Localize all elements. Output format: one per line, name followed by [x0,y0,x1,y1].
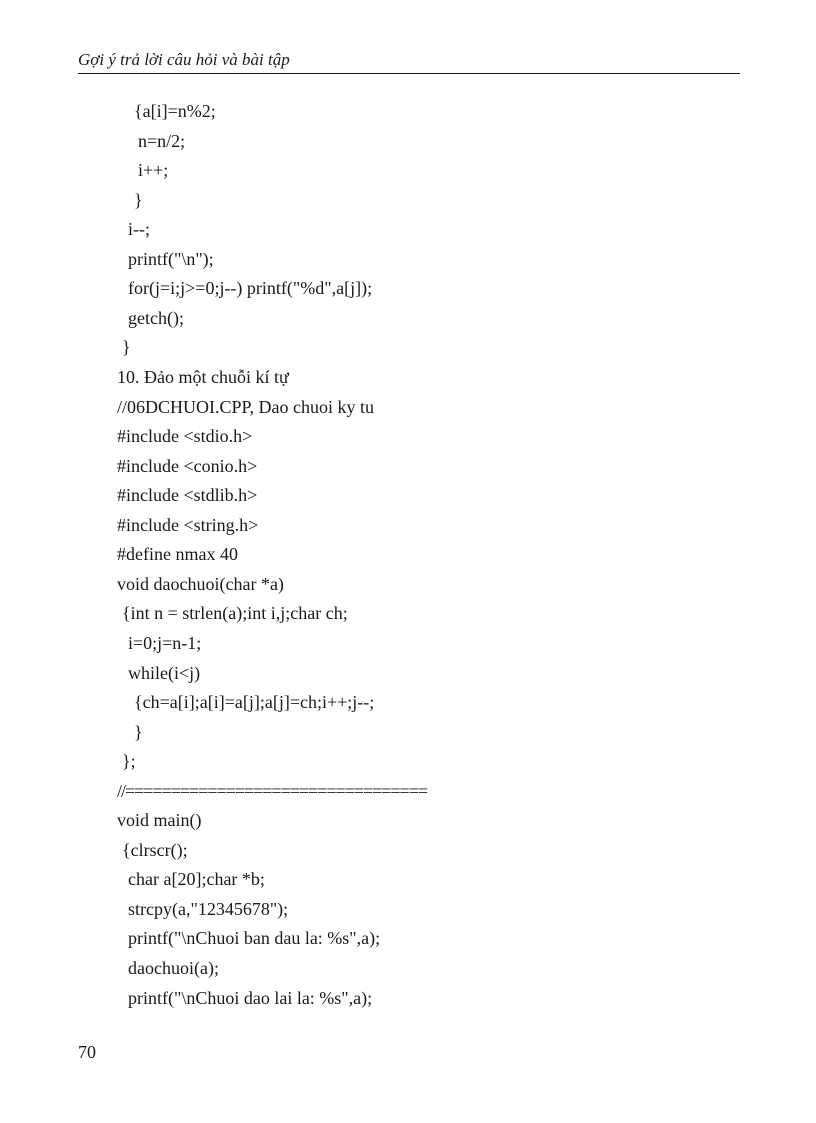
code-line: #include <stdio.h> [117,426,253,446]
header-rule [78,73,740,74]
code-line: getch(); [128,308,184,328]
code-line: i=0;j=n-1; [128,633,202,653]
code-line: {int n = strlen(a);int i,j;char ch; [122,603,348,623]
code-line: char a[20];char *b; [128,869,265,889]
code-line: i++; [138,160,169,180]
code-line: #include <stdlib.h> [117,485,258,505]
code-line: {ch=a[i];a[i]=a[j];a[j]=ch;i++;j--; [134,692,375,712]
code-line: i--; [128,219,150,239]
code-line: printf("\nChuoi dao lai la: %s",a); [128,988,373,1008]
code-line: strcpy(a,"12345678"); [128,899,289,919]
code-line: void daochuoi(char *a) [117,574,284,594]
code-line: printf("\nChuoi ban dau la: %s",a); [128,928,381,948]
page-number: 70 [78,1042,96,1062]
code-line: } [134,190,143,210]
code-line: n=n/2; [138,131,186,151]
code-line: }; [122,751,136,771]
code-line: } [122,337,131,357]
code-line: daochuoi(a); [128,958,219,978]
code-line: } [134,722,143,742]
code-line: #include <string.h> [117,515,259,535]
code-line: #include <conio.h> [117,456,258,476]
section-heading: 10. Đảo một chuỗi kí tự [117,367,289,387]
code-line: #define nmax 40 [117,544,238,564]
running-header: Gợi ý trả lời câu hỏi và bài tập [78,50,290,69]
code-line: printf("\n"); [128,249,214,269]
code-line: while(i<j) [128,663,201,683]
code-line: for(j=i;j>=0;j--) printf("%d",a[j]); [128,278,373,298]
code-line: void main() [117,810,202,830]
code-line: {clrscr(); [122,840,188,860]
code-line: //06DCHUOI.CPP, Dao chuoi ky tu [117,397,375,417]
code-line: {a[i]=n%2; [134,101,216,121]
separator-comment: //================================= [117,781,427,801]
